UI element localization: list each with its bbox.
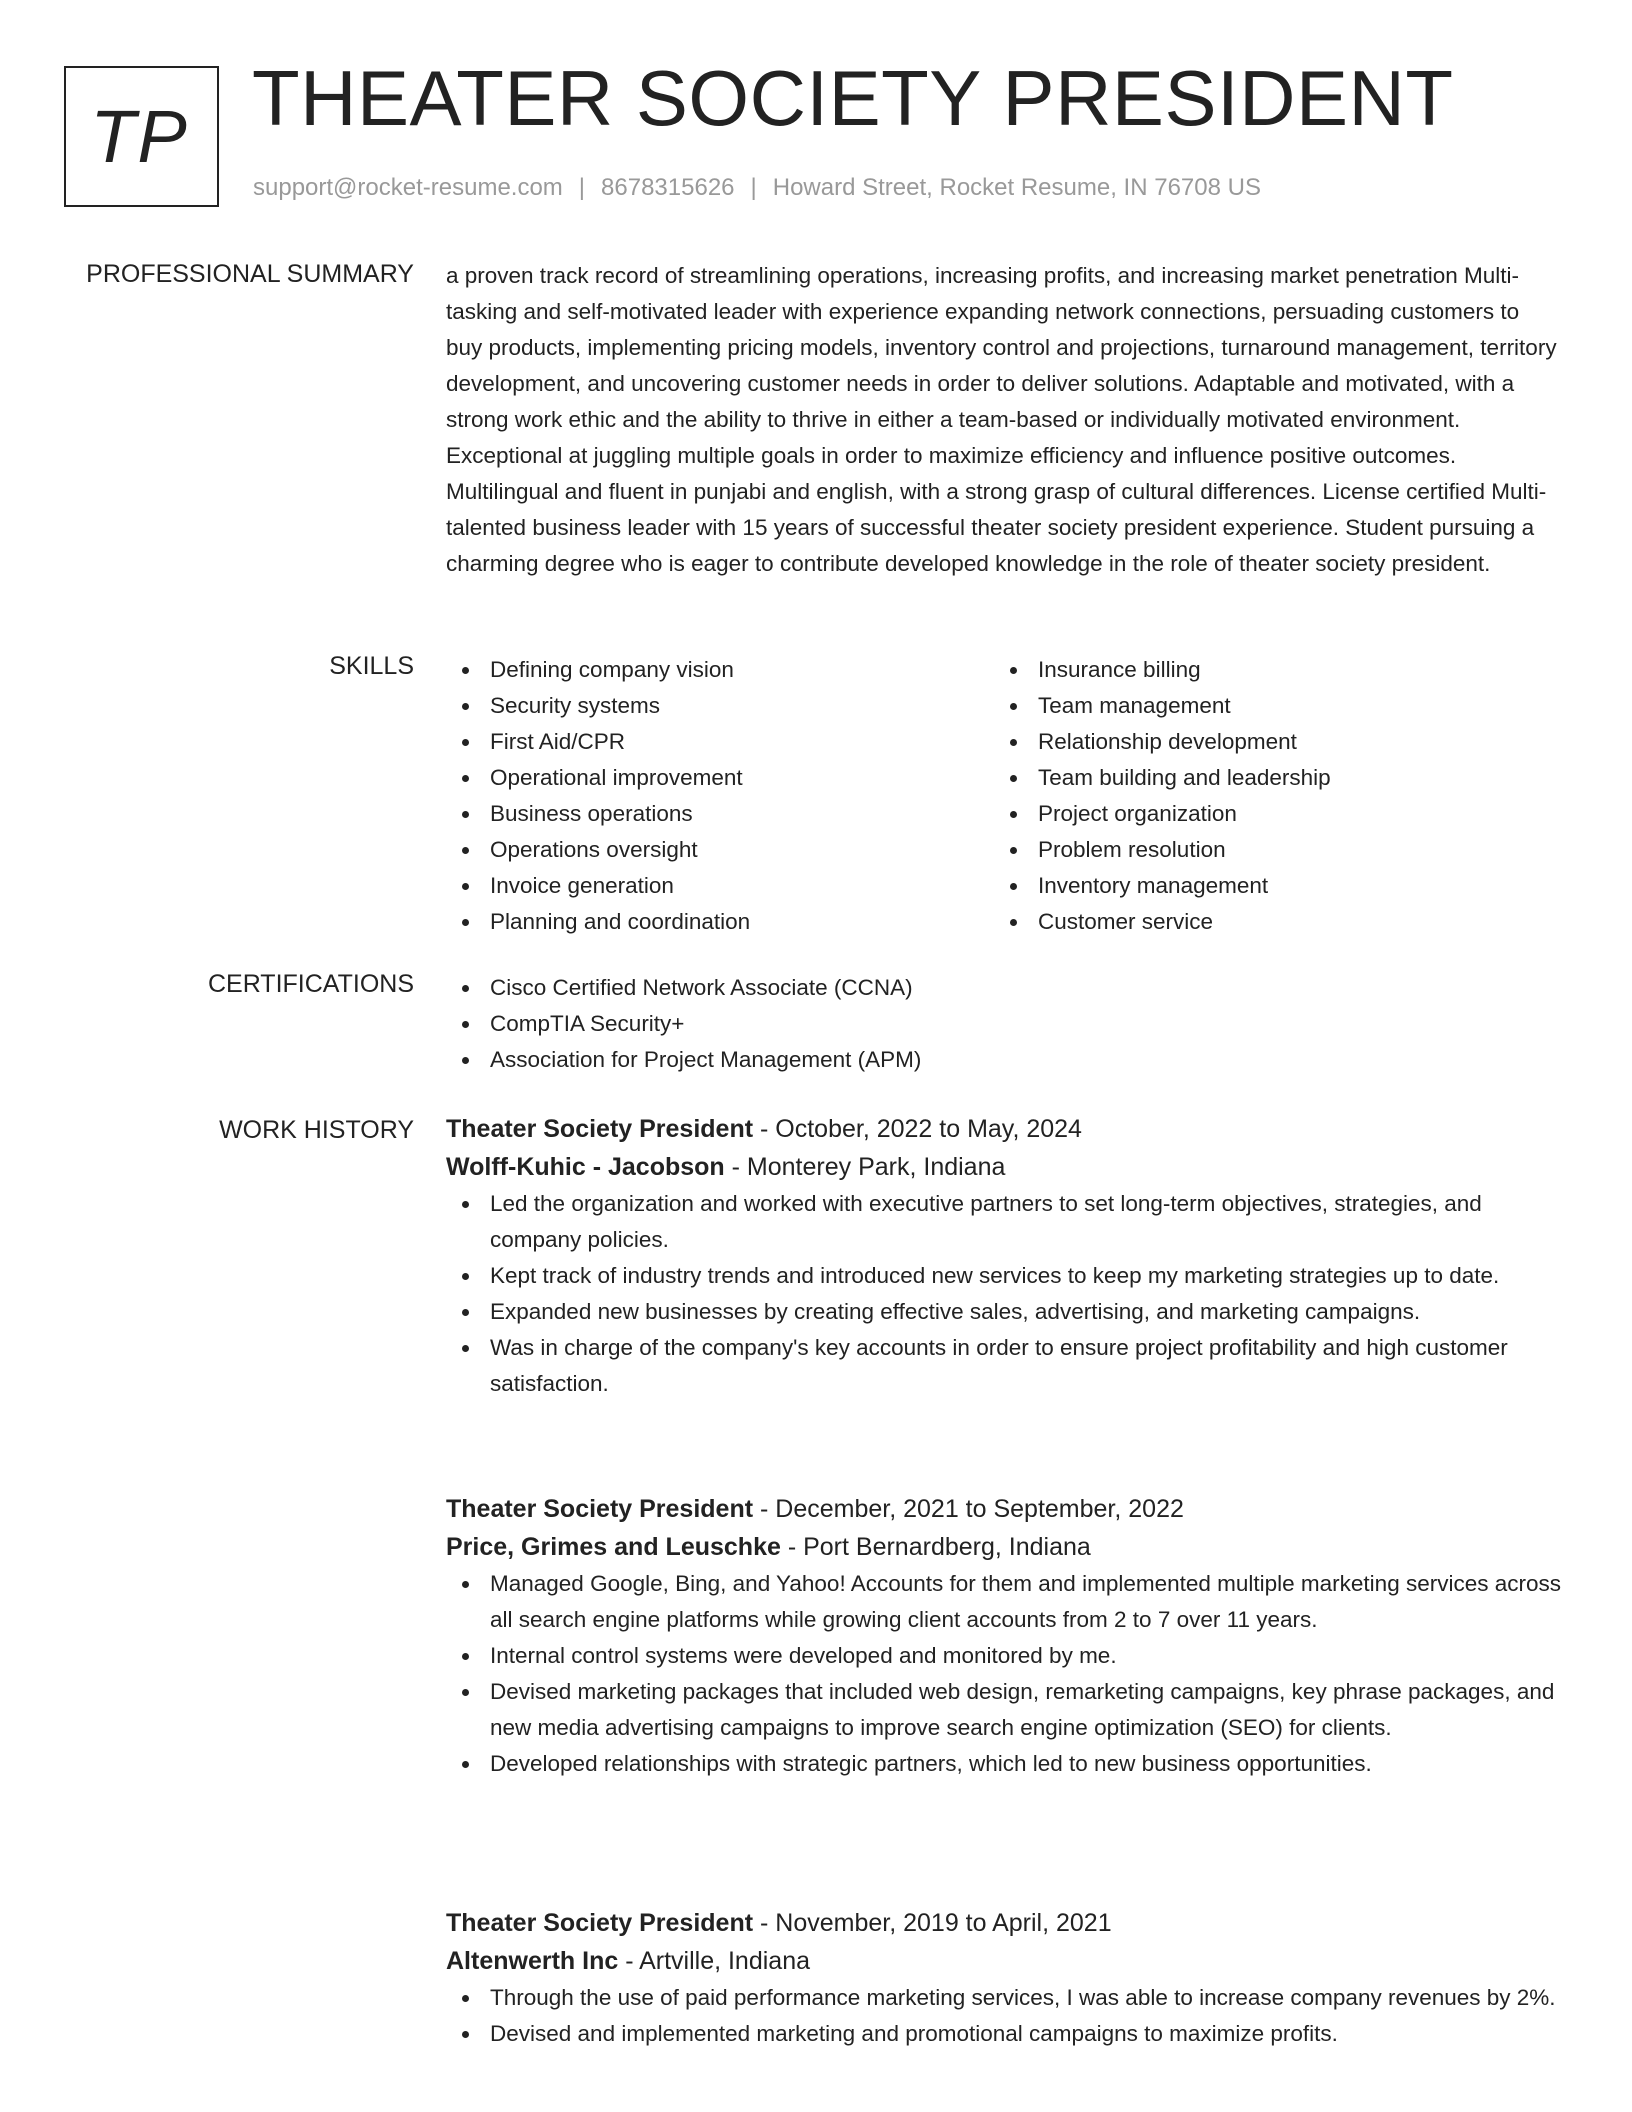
skill-item: Operational improvement: [446, 760, 994, 796]
job-bullet: Was in charge of the company's key accounts in order to ensure project profitability and high customer satisfaction.: [446, 1330, 1561, 1402]
job-entry: [446, 1904, 1561, 2052]
job-dates: - October, 2022 to May, 2024: [753, 1115, 1082, 1143]
job-bullet: Expanded new businesses by creating effective sales, advertising, and marketing campaigns.: [446, 1294, 1561, 1330]
contact-separator: |: [578, 174, 586, 201]
job-entry: [446, 1110, 1561, 1402]
certification-item: Association for Project Management (APM): [446, 1042, 1561, 1078]
job-location: - Port Bernardberg, Indiana: [780, 1533, 1091, 1561]
contact-address: Howard Street, Rocket Resume, IN 76708 US: [772, 174, 1261, 201]
job-title: Theater Society President: [446, 1115, 754, 1143]
skill-item: Inventory management: [994, 868, 1542, 904]
job-bullet: Devised marketing packages that included web design, remarketing campaigns, key phrase packages, and new media advertising campaigns to improve search engine optimization (SEO) for clients.: [446, 1674, 1561, 1746]
skill-item: Project organization: [994, 796, 1542, 832]
skill-item: Business operations: [446, 796, 994, 832]
job-company-line: [446, 1528, 1561, 1566]
skill-item: Insurance billing: [994, 652, 1542, 688]
section-heading-certifications: CERTIFICATIONS: [207, 970, 414, 998]
job-bullet-list: [446, 1186, 1561, 1402]
monogram-box: [64, 66, 219, 207]
contact-separator: |: [750, 174, 757, 201]
skill-item: Relationship development: [994, 724, 1542, 760]
job-company-line: [446, 1148, 1561, 1186]
skill-item: Operations oversight: [446, 832, 994, 868]
summary-body: [446, 258, 1561, 582]
skill-item: First Aid/CPR: [446, 724, 994, 760]
monogram-initials: TP: [90, 95, 189, 178]
skill-item: Invoice generation: [446, 868, 994, 904]
skill-item: Customer service: [994, 904, 1542, 940]
job-dates: - November, 2019 to April, 2021: [753, 1909, 1112, 1937]
job-location: - Artville, Indiana: [618, 1947, 811, 1975]
section-heading-work-history: WORK HISTORY: [219, 1116, 414, 1144]
job-title-line: [446, 1490, 1561, 1528]
certifications-list: [446, 970, 1561, 1078]
job-bullet: Kept track of industry trends and introduced new services to keep my marketing strategies up to date.: [446, 1258, 1561, 1294]
job-dates: - December, 2021 to September, 2022: [753, 1495, 1184, 1523]
certification-item: Cisco Certified Network Associate (CCNA): [446, 970, 1561, 1006]
job-bullet: Internal control systems were developed and monitored by me.: [446, 1638, 1561, 1674]
skills-body: [446, 652, 1561, 940]
contact-phone[interactable]: 8678315626: [601, 174, 735, 201]
job-bullet: Devised and implemented marketing and promotional campaigns to maximize profits.: [446, 2016, 1561, 2052]
skill-item: Planning and coordination: [446, 904, 994, 940]
job-title-line: [446, 1904, 1561, 1942]
certification-item: CompTIA Security+: [446, 1006, 1561, 1042]
job-bullet-list: [446, 1980, 1561, 2052]
section-heading-summary: PROFESSIONAL SUMMARY: [86, 260, 414, 288]
job-company-line: [446, 1942, 1561, 1980]
job-company: Wolff-Kuhic - Jacobson: [446, 1153, 725, 1181]
job-bullet: Developed relationships with strategic partners, which led to new business opportunities.: [446, 1746, 1561, 1782]
skill-item: Defining company vision: [446, 652, 994, 688]
contact-email[interactable]: support@rocket-resume.com: [253, 174, 563, 201]
section-heading-skills: SKILLS: [329, 652, 414, 680]
skill-item: Team building and leadership: [994, 760, 1542, 796]
skill-item: Problem resolution: [994, 832, 1542, 868]
page-title: THEATER SOCIETY PRESIDENT: [252, 54, 1454, 142]
job-bullet-list: [446, 1566, 1561, 1782]
job-title: Theater Society President: [446, 1909, 754, 1937]
job-title: Theater Society President: [446, 1495, 754, 1523]
skills-list-right: [994, 652, 1542, 940]
job-bullet: Through the use of paid performance marketing services, I was able to increase company revenues by 2%.: [446, 1980, 1561, 2016]
summary-text: a proven track record of streamlining operations, increasing profits, and increasing market penetration Multi-tasking and self-motivated leader with experience expanding network connections, persuading customers to buy products, implementing pricing models, inventory control and projections, turnaround management, territory development, and uncovering customer needs in order to deliver solutions. Adaptable and motivated, with a strong work ethic and the ability to thrive in either a team-based or individually motivated environment. Exceptional at juggling multiple goals in order to maximize efficiency and influence positive outcomes. Multilingual and fluent in punjabi and english, with a strong grasp of cultural differences. License certified Multi-talented business leader with 15 years of successful theater society president experience. Student pursuing a charming degree who is eager to contribute developed knowledge in the role of theater society president.: [446, 263, 1557, 576]
job-company: Altenwerth Inc: [446, 1947, 619, 1975]
skill-item: Team management: [994, 688, 1542, 724]
certifications-body: [446, 970, 1561, 1078]
job-location: - Monterey Park, Indiana: [724, 1153, 1006, 1181]
job-bullet: Led the organization and worked with executive partners to set long-term objectives, strategies, and company policies.: [446, 1186, 1561, 1258]
job-title-line: [446, 1110, 1561, 1148]
skill-item: Security systems: [446, 688, 994, 724]
job-entry: [446, 1490, 1561, 1782]
skills-list-left: [446, 652, 994, 940]
job-bullet: Managed Google, Bing, and Yahoo! Accounts for them and implemented multiple marketing services across all search engine platforms while growing client accounts from 2 to 7 over 11 years.: [446, 1566, 1561, 1638]
contact-line: [253, 174, 1261, 202]
job-company: Price, Grimes and Leuschke: [446, 1533, 781, 1561]
